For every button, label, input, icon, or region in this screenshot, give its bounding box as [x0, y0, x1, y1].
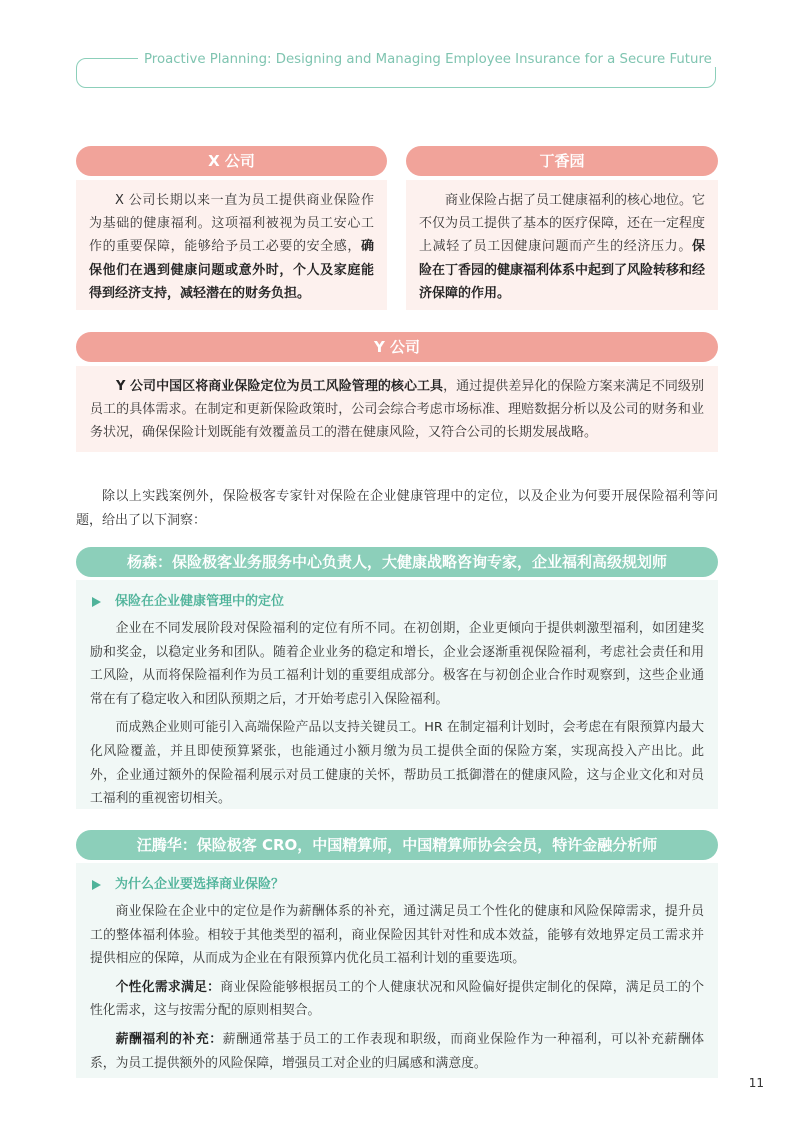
case-title-x-company: X 公司 [76, 146, 387, 176]
intro-paragraph: 除以上实践案例外，保险极客专家针对保险在企业健康管理中的定位，以及企业为何要开展保险福利等问题，给出了以下洞察： [76, 489, 718, 528]
page-number: 11 [748, 1076, 764, 1090]
expert-paragraph: 企业在不同发展阶段对保险福利的定位有所不同。在初创期，企业更倾向于提供刺激型福利，如团建奖励和奖金，以稳定业务和团队。随着企业业务的稳定和增长，企业会逐渐重视保险福利，考虑社会责任和用工风险，从而将保险福利作为员工福利计划的重要组成部分。极客在与初创企业合作时观察到，这些企业通常在有了稳定收入和团队预期之后，才开始考虑引入保险福利。 [90, 621, 704, 707]
triangle-bullet-icon [92, 597, 101, 607]
expert-paragraph: 而成熟企业则可能引入高端保险产品以支持关键员工。HR 在制定福利计划时，会考虑在有限预算内最大化风险覆盖，并且即使预算紧张，也能通过小额月缴为员工提供全面的保险方案，实现高投入产出比。此外，企业通过额外的保险福利展示对员工健康的关怀，帮助员工抵御潜在的健康风险，这与企业文化和对员工福利的重视密切相关。 [90, 720, 704, 807]
case-card-y-company [76, 366, 718, 452]
case-title-dingxiangyuan: 丁香园 [406, 146, 718, 176]
expert-point: 薪酬福利的补充：薪酬通常基于员工的工作表现和职级，而商业保险作为一种福利，可以补充薪酬体系，为员工提供额外的风险保障，增强员工对企业的归属感和满意度。 [90, 1031, 705, 1071]
subheading-wang-tenghua [90, 873, 704, 896]
expert-paragraph: 商业保险在企业中的定位是作为薪酬体系的补充，通过满足员工个性化的健康和风险保障需求，提升员工的整体福利体验。相较于其他类型的福利，商业保险因其针对性和成本效益，能够有效地界定员工需求并提供相应的保障，从而成为企业在有限预算内优化员工福利计划的重要选项。 [90, 904, 704, 967]
case-title-y-company: Y 公司 [76, 332, 718, 362]
subheading-yang-sen [90, 590, 704, 613]
subheading-text: 保险在企业健康管理中的定位 [115, 594, 285, 609]
expert-title-yang-sen: 杨森：保险极客业务服务中心负责人，大健康战略咨询专家，企业福利高级规划师 [76, 547, 718, 577]
triangle-bullet-icon [92, 880, 101, 890]
case-text-dingxiangyuan: 商业保险占据了员工健康福利的核心地位。它不仅为员工提供了基本的医疗保障，还在一定程度上减轻了员工因健康问题而产生的经济压力。保险在丁香园的健康福利体系中起到了风险转移和经济保障的作用。 [419, 193, 706, 301]
case-card-x-company [76, 180, 387, 310]
header-title: Proactive Planning: Designing and Managing Employee Insurance for a Secure Future [138, 52, 720, 67]
expert-point: 个性化需求满足：商业保险能够根据员工的个人健康状况和风险偏好提供定制化的保障，满足员工的个性化需求，这与按需分配的原则相契合。 [90, 979, 704, 1019]
case-card-dingxiangyuan [406, 180, 718, 310]
expert-title-wang-tenghua: 汪腾华：保险极客 CRO，中国精算师，中国精算师协会会员，特许金融分析师 [76, 830, 718, 860]
expert-card-wang-tenghua [76, 863, 718, 1078]
expert-card-yang-sen [76, 580, 718, 809]
case-text-x-company: X 公司长期以来一直为员工提供商业保险作为基础的健康福利。这项福利被视为员工安心工作的重要保障，能够给予员工必要的安全感，确保他们在遇到健康问题或意外时，个人及家庭能得到经济支持，减轻潜在的财务负担。 [89, 193, 374, 301]
case-text-y-company: Y 公司中国区将商业保险定位为员工风险管理的核心工具，通过提供差异化的保险方案来满足不同级别员工的具体需求。在制定和更新保险政策时，公司会综合考虑市场标准、理赔数据分析以及公司的财务和业务状况，确保保险计划既能有效覆盖员工的潜在健康风险，又符合公司的长期发展战略。 [90, 379, 704, 441]
subheading-text: 为什么企业要选择商业保险？ [115, 877, 285, 892]
